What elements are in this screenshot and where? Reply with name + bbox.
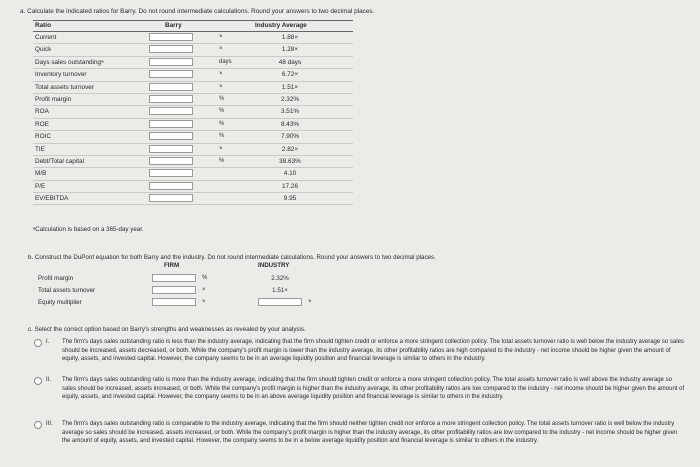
barry-roe-input[interactable] bbox=[149, 120, 193, 128]
ratio-label: ROE bbox=[35, 120, 49, 128]
dupont-row-total-assets-turnover bbox=[36, 285, 311, 296]
ratio-unit: % bbox=[219, 108, 225, 115]
option-3[interactable] bbox=[46, 420, 686, 446]
dupont-row-profit-margin bbox=[36, 273, 311, 284]
ratio-unit: % bbox=[219, 157, 225, 164]
ratio-row bbox=[33, 168, 353, 180]
ratio-label: Days sales outstandingᵃ bbox=[35, 58, 104, 66]
industry-value: 1.51× bbox=[272, 287, 288, 294]
barry-total-assets-turnover-input[interactable] bbox=[149, 83, 193, 91]
ratio-label: Quick bbox=[35, 46, 52, 54]
industry-average: 38.63% bbox=[279, 157, 301, 165]
ratio-unit: % bbox=[219, 120, 225, 127]
dupont-label: Total assets turnover bbox=[38, 287, 96, 294]
ratio-label: Inventory turnover bbox=[35, 71, 87, 79]
ratio-unit: % bbox=[219, 95, 225, 102]
ratio-unit: × bbox=[219, 46, 223, 53]
barry-ev-ebitda-input[interactable] bbox=[149, 194, 193, 202]
ratio-row bbox=[33, 156, 353, 168]
barry-roa-input[interactable] bbox=[149, 107, 193, 115]
option-text: The firm's days sales outstanding ratio is more than the industry average, indicating that the firm should tighten credit or enforce a more stringent collection policy. The total assets turnover ratio is well above the industry average so sales should be increased, assets increased, or both. While the company's profit margin is higher than the industry average, its other profitability ratios are low compared to the industry - net income should be higher given the amount of equity, assets, and invested capital. However, the company seems to be in an above average liquidity position and financial leverage is similar to others in the industry. bbox=[62, 377, 685, 401]
dupont-label: Equity multiplier bbox=[38, 299, 82, 306]
ratio-row bbox=[33, 131, 353, 143]
industry-average: 17.26 bbox=[282, 182, 298, 190]
barry-p-e-input[interactable] bbox=[149, 182, 193, 190]
ratio-label: Total assets turnover bbox=[35, 83, 94, 91]
barry-profit-margin-input[interactable] bbox=[149, 95, 193, 103]
barry-quick-input[interactable] bbox=[149, 45, 193, 53]
part-c-prompt: c. Select the correct option based on Barry's strengths and weaknesses as revealed by your analysis. bbox=[28, 326, 306, 333]
firm-profit-margin-input[interactable] bbox=[152, 274, 196, 282]
ratio-unit: × bbox=[219, 83, 223, 90]
ratio-row bbox=[33, 181, 353, 193]
header-barry: Barry bbox=[165, 22, 182, 29]
barry-current-input[interactable] bbox=[149, 33, 193, 41]
ratio-label: Debt/Total capital bbox=[35, 157, 85, 165]
ratio-row bbox=[33, 144, 353, 156]
industry-value: 2.32% bbox=[271, 275, 289, 282]
unit-times: × bbox=[202, 299, 206, 305]
ratio-row bbox=[33, 57, 353, 69]
ratio-label: EV/EBITDA bbox=[35, 195, 69, 203]
ratio-row bbox=[33, 119, 353, 131]
unit-times: × bbox=[202, 287, 206, 293]
ratio-unit: × bbox=[219, 145, 223, 152]
header-industry: Industry Average bbox=[255, 22, 307, 29]
industry-average: 7.90% bbox=[280, 133, 300, 141]
unit-times: × bbox=[308, 299, 312, 305]
option-2[interactable] bbox=[46, 376, 686, 402]
barry-m-b-input[interactable] bbox=[149, 169, 193, 177]
ratio-unit: days bbox=[219, 58, 232, 65]
option-1[interactable] bbox=[46, 338, 686, 364]
dupont-label: Profit margin bbox=[38, 275, 74, 282]
ratio-row bbox=[33, 193, 353, 205]
ratio-table-header bbox=[33, 21, 353, 32]
barry-inventory-turnover-input[interactable] bbox=[149, 70, 193, 78]
option-text: The firm's days sales outstanding ratio is comparable to the industry average, indicating that the firm should neither tighten credit nor enforce a more stringent collection policy. The total assets turnover ratio is well below the industry average so sales should be increased, assets increased, or both. While the company's profit margin is higher than the industry average, its other profitability ratios are low compared to the industry - net income should be higher given the amount of equity, assets, and invested capital. However, the company seems to be in a below average liquidity position and financial leverage is similar to others in the industry. bbox=[62, 421, 678, 445]
industry-average: 2.32% bbox=[280, 95, 300, 103]
industry-average: 1.51× bbox=[281, 83, 299, 91]
firm-equity-multiplier-input[interactable] bbox=[152, 298, 196, 306]
header-firm: FIRM bbox=[164, 262, 180, 269]
ratio-row bbox=[33, 106, 353, 118]
ratio-label: TIE bbox=[35, 145, 45, 153]
industry-average: 9.95 bbox=[283, 195, 297, 203]
industry-average: 2.82× bbox=[281, 145, 299, 153]
barry-debt-total-capital-input[interactable] bbox=[149, 157, 193, 165]
ratio-label: ROIC bbox=[35, 133, 51, 141]
option-1-radio[interactable] bbox=[34, 339, 42, 347]
option-number: I. bbox=[46, 339, 50, 345]
industry-average: 1.28× bbox=[281, 46, 299, 54]
ratio-label: Current bbox=[35, 34, 57, 41]
option-number: II. bbox=[46, 377, 52, 383]
industry-average: 48 days bbox=[278, 58, 302, 66]
option-text: The firm's days sales outstanding ratio is less than the industry average, indicating that the firm should tighten credit or enforce a more stringent collection policy. The total assets turnover ratio is well below the industry average so sales should be increased, assets decreased, or both. While the company's profit margin is lower than the industry average, its other profitability ratios are high compared to the industry - net income should be higher given the amount of equity, assets, and invested capital. However, the company seems to be in an average liquidity position and financial leverage is similar to others in the industry. bbox=[62, 339, 684, 363]
ratio-row bbox=[33, 32, 353, 44]
industry-average: 3.51% bbox=[280, 108, 300, 116]
ratio-unit: × bbox=[219, 34, 223, 40]
industry-average: 1.88× bbox=[281, 34, 299, 41]
ratio-table bbox=[33, 20, 353, 205]
ratio-label: M/B bbox=[35, 170, 47, 178]
footnote: ᵃCalculation is based on a 365-day year. bbox=[33, 226, 144, 233]
part-a-prompt: a. Calculate the indicated ratios for Barry. Do not round intermediate calculations. Round your answers to two decimal places. bbox=[20, 8, 375, 15]
ratio-row bbox=[33, 44, 353, 56]
option-2-radio[interactable] bbox=[34, 377, 42, 385]
industry-average: 6.72× bbox=[281, 71, 299, 79]
barry-days-sales-outstanding-input[interactable] bbox=[149, 58, 193, 66]
dupont-row-equity-multiplier bbox=[36, 297, 311, 308]
part-b-prompt: b. Construct the DuPont equation for both Barry and the industry. Do not round intermediate calculations. Round your answers to two decimal places. bbox=[28, 254, 436, 261]
unit-percent: % bbox=[202, 275, 208, 281]
option-number: III. bbox=[46, 421, 53, 427]
barry-tie-input[interactable] bbox=[149, 145, 193, 153]
ratio-label: P/E bbox=[35, 182, 46, 190]
ratio-row bbox=[33, 82, 353, 94]
ratio-unit: × bbox=[219, 71, 223, 78]
industry-equity-multiplier-input[interactable] bbox=[258, 298, 302, 306]
dupont-table-header bbox=[36, 262, 311, 271]
ratio-label: Profit margin bbox=[35, 95, 72, 103]
ratio-unit: % bbox=[219, 133, 225, 140]
industry-average: 4.10 bbox=[283, 170, 297, 178]
ratio-row bbox=[33, 69, 353, 81]
barry-roic-input[interactable] bbox=[149, 132, 193, 140]
ratio-row bbox=[33, 94, 353, 106]
industry-average: 8.43% bbox=[280, 120, 300, 128]
firm-total-assets-turnover-input[interactable] bbox=[152, 286, 196, 294]
option-3-radio[interactable] bbox=[34, 421, 42, 429]
header-ratio: Ratio bbox=[35, 22, 51, 29]
ratio-label: ROA bbox=[35, 108, 49, 116]
header-industry-b: INDUSTRY bbox=[258, 262, 290, 269]
